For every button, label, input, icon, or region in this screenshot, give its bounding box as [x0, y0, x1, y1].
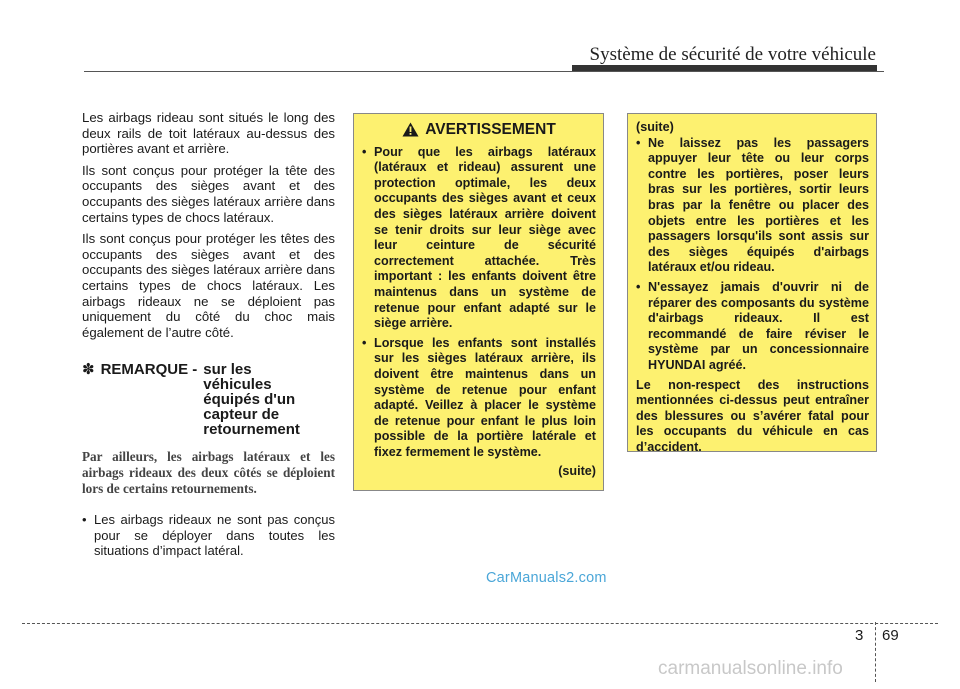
closing-paragraph: Le non-respect des instructions mentionnées ci-dessus peut entraîner des blessures ou s’avérer fatal pour les occupants du véhicule en cas d’accident. [636, 377, 869, 454]
watermark-link[interactable]: CarManuals2.com [486, 570, 607, 586]
note-subject: sur les véhicules équipés d'un capteur de retournement [203, 361, 300, 439]
bullet-icon: • [636, 279, 641, 294]
left-column [82, 110, 335, 559]
note-bullet [82, 512, 335, 559]
site-watermark: carmanualsonline.info [658, 658, 843, 679]
warning-item-text: Pour que les airbags latéraux (latéraux et rideau) assurent une protection optimale, les deux occupants des sièges avant et ceux des sièges latéraux arrière doivent se tenir droits sur leur siège avec leur ceinture de sécurité correctement attachée. Très important : les enfants doivent être maintenus dans un système de retenue pour enfant adapté sur le siège arrière. [374, 144, 596, 331]
bullet-icon: • [636, 135, 641, 150]
note-lead: Par ailleurs, les airbags latéraux et les airbags rideaux des deux côtés se déploient lors de certains retournements. [82, 449, 335, 496]
continuation-box [627, 113, 877, 452]
warning-box [353, 113, 604, 491]
warning-title [362, 122, 596, 138]
header-rule-accent [572, 65, 877, 71]
paragraph: Les airbags rideau sont situés le long des deux rails de toit latéraux au-dessus des portières avant et arrière. [82, 110, 335, 157]
bullet-icon: • [362, 144, 367, 159]
bullet-icon: • [82, 512, 87, 528]
list-item [362, 336, 596, 461]
continuation-item-text: N'essayez jamais d'ouvrir ni de réparer des composants du système d'airbags rideaux. Il est recommandé de faire réviser le système par un concessionnaire HYUNDAI agréé. [648, 279, 869, 372]
warning-title-text: AVERTISSEMENT [425, 121, 556, 138]
continuation-heading: (suite) [636, 120, 674, 134]
footer-divider [875, 622, 876, 682]
list-item [636, 136, 869, 276]
page-number: 69 [882, 627, 899, 644]
warning-triangle-icon [402, 122, 419, 137]
note-heading [82, 362, 335, 437]
list-item [362, 145, 596, 332]
note-label: REMARQUE - [100, 361, 198, 379]
continuation-item-text: Ne laissez pas les passagers appuyer leur tête ou leur corps contre les portières, poser leurs bras sur les portières, sortir leurs bras par la fenêtre ou placer des objets entre les portières et les passagers lorsqu'ils sont assis sur des sièges équipés d'airbags latéraux et/ou rideau. [648, 135, 869, 275]
page-header-title: Système de sécurité de votre véhicule [589, 44, 876, 65]
list-item [636, 280, 869, 374]
bullet-icon: • [362, 335, 367, 350]
paragraph: Ils sont conçus pour protéger les têtes des occupants des sièges avant et des occupants des sièges latéraux arrière dans certains types de chocs latéraux. Les airbags rideaux ne se déploient pas uniquement du côté du choc mais également de l’autre côté. [82, 231, 335, 340]
chapter-number: 3 [855, 627, 864, 644]
note-star-icon: ✽ [82, 361, 95, 379]
continued-label: (suite) [558, 464, 596, 479]
paragraph: Ils sont conçus pour protéger la tête des occupants des sièges avant et des occupants des sièges latéraux arrière dans certains types de chocs latéraux. [82, 162, 335, 225]
note-bullet-text: Les airbags rideaux ne sont pas conçus pour se déployer dans toutes les situations d’impact latéral. [94, 512, 335, 559]
warning-item-text: Lorsque les enfants sont installés sur les sièges latéraux arrière, ils doivent être maintenus dans un système de retenue pour enfant adapté. Veillez à placer le système de retenue pour enfant le plus loin possible de la portière latérale et fixez fermement le système. [374, 335, 596, 459]
footer-rule [22, 623, 938, 624]
header-rule [84, 71, 884, 72]
